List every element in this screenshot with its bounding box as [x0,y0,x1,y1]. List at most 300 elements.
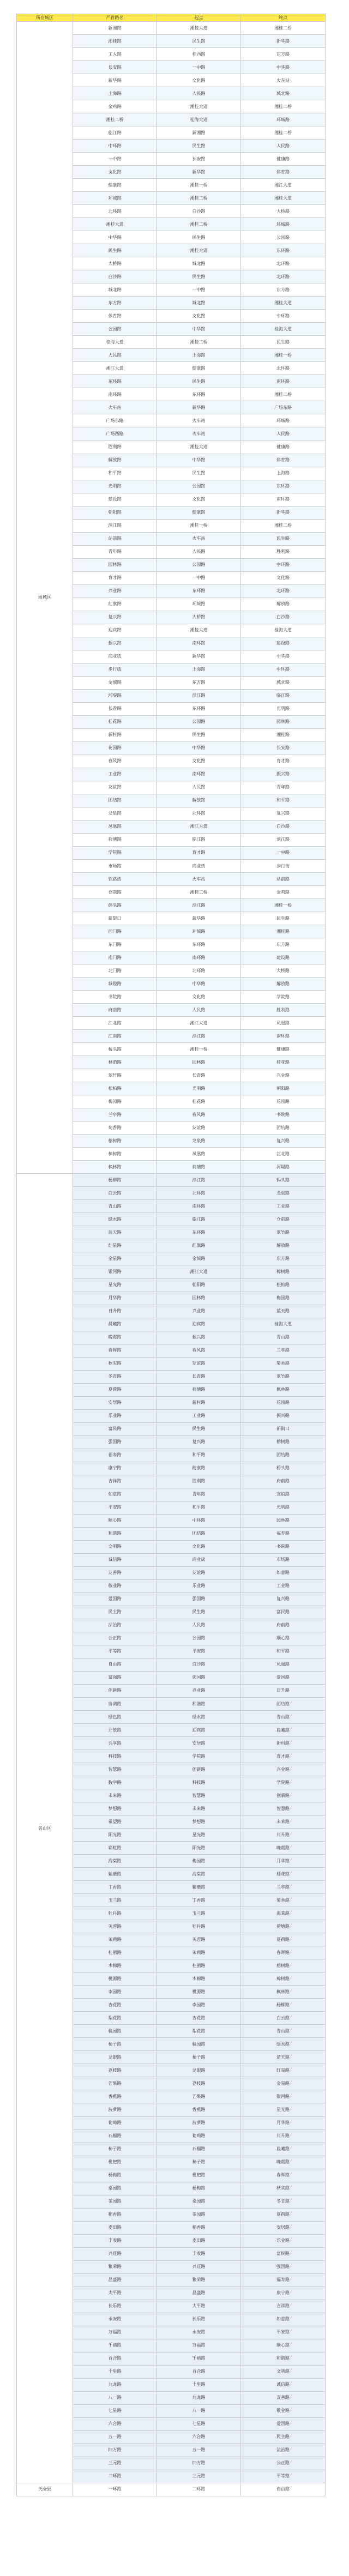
start-point-cell: 友谊路 [157,1357,241,1370]
end-point-cell: 日升路 [241,1684,326,1697]
end-point-cell: 湘桂一桥 [241,899,326,912]
end-point-cell: 康宁路 [241,2287,326,2300]
end-point-cell: 书院路 [241,1540,326,1553]
end-point-cell: 城北路 [241,676,326,689]
road-name-cell: 桃源路 [73,1972,157,1986]
end-point-cell: 绿水路 [241,2038,326,2051]
road-name-cell: 吉祥路 [73,1475,157,1488]
road-name-cell: 金星路 [73,1252,157,1265]
start-point-cell: 团结路 [157,1527,241,1540]
end-point-cell: 秋实路 [241,2182,326,2195]
end-point-cell: 大桥路 [241,205,326,218]
start-point-cell: 中环路 [157,1514,241,1527]
end-point-cell: 菊香路 [241,1357,326,1370]
end-point-cell: 桂海大道 [241,323,326,336]
road-name-cell: 万福路 [73,2326,157,2339]
start-point-cell: 临江路 [157,833,241,846]
end-point-cell: 海棠路 [241,1907,326,1920]
road-name-cell: 长青路 [73,702,157,715]
start-point-cell: 芙蓉路 [157,1933,241,1946]
end-point-cell: 火车站 [241,74,326,87]
start-point-cell: 文化路 [157,310,241,323]
end-point-cell: 东环路 [241,480,326,493]
end-point-cell: 夏荷路 [241,1933,326,1946]
road-name-cell: 茶园路 [73,2195,157,2208]
road-name-cell: 紫薇路 [73,1868,157,1881]
road-name-cell: 春风路 [73,755,157,768]
end-point-cell: 复兴路 [241,1592,326,1606]
road-name-cell: 科技路 [73,1750,157,1763]
road-name-cell: 樟树路 [73,1148,157,1161]
end-point-cell: 法治路 [241,2444,326,2457]
end-point-cell: 胜利路 [241,1004,326,1017]
road-name-cell: 广场东路 [73,414,157,427]
end-point-cell: 南环路 [241,493,326,506]
end-point-cell: 上海路 [241,467,326,480]
end-point-cell: 晨曦路 [241,2143,326,2156]
start-point-cell: 临江路 [157,1213,241,1226]
road-name-cell: 龙泉路 [73,807,157,820]
start-point-cell: 三元路 [157,2470,241,2483]
start-point-cell: 桑园路 [157,2195,241,2208]
end-point-cell: 新村路 [241,1737,326,1750]
road-name-cell: 平等路 [73,1645,157,1658]
start-point-cell: 友谊路 [157,1121,241,1135]
start-point-cell: 湘桂大道 [157,441,241,454]
start-point-cell: 新华路 [157,650,241,663]
road-name-cell: 迎宾路 [73,624,157,637]
road-name-cell: 西门路 [73,925,157,938]
start-point-cell: 新村路 [157,1396,241,1409]
road-name-cell: 芙蓉路 [73,1920,157,1933]
start-point-cell: 智慧路 [157,1789,241,1802]
end-point-cell: 东方路 [241,1252,326,1265]
road-name-cell: 南环路 [73,388,157,401]
end-point-cell: 河堤路 [241,1161,326,1174]
start-point-cell: 七星路 [157,2417,241,2430]
start-point-cell: 乐业路 [157,1579,241,1592]
start-point-cell: 文化路 [157,74,241,87]
road-name-cell: 东方路 [73,297,157,310]
start-point-cell: 振兴路 [157,1331,241,1344]
start-point-cell: 民生路 [157,375,241,388]
start-point-cell: 兴业路 [157,1305,241,1318]
road-name-cell: 梨花路 [73,2012,157,2025]
road-name-cell: 临江路 [73,126,157,140]
end-point-cell: 学院路 [241,1776,326,1789]
end-point-cell: 银河路 [241,2090,326,2103]
end-point-cell: 青年路 [241,781,326,794]
road-name-cell: 和平路 [73,467,157,480]
end-point-cell: 育才路 [241,755,326,768]
start-point-cell: 东环路 [157,702,241,715]
start-point-cell: 百合路 [157,2365,241,2378]
road-name-cell: 民主路 [73,1606,157,1619]
road-name-cell: 绿色路 [73,1711,157,1724]
end-point-cell: 湘桂一桥 [241,349,326,362]
start-point-cell: 木棉路 [157,1972,241,1986]
start-point-cell: 火车站 [157,873,241,886]
road-name-cell: 牡丹路 [73,1907,157,1920]
road-name-cell: 协调路 [73,1698,157,1711]
start-point-cell: 新华路 [157,401,241,414]
end-point-cell: 杨柳路 [241,1999,326,2012]
road-name-cell: 站前路 [73,532,157,545]
road-name-cell: 体育路 [73,310,157,323]
road-name-cell: 仓前路 [73,886,157,899]
road-name-cell: 柿子路 [73,2143,157,2156]
start-point-cell: 湘桂一桥 [157,179,241,192]
start-point-cell: 新华路 [157,166,241,179]
road-name-cell: 工业路 [73,768,157,781]
end-point-cell: 胜利路 [241,545,326,558]
start-point-cell: 火车站 [157,414,241,427]
end-point-cell: 星光路 [241,2103,326,2116]
start-point-cell: 民生路 [157,467,241,480]
end-point-cell: 人民路 [241,427,326,441]
road-name-cell: 广场西路 [73,427,157,441]
road-name-cell: 城北路 [73,283,157,297]
end-point-cell: 复兴路 [241,807,326,820]
end-point-cell: 仓前路 [241,1213,326,1226]
end-point-cell: 春晖路 [241,1946,326,1959]
end-point-cell: 步行街 [241,860,326,873]
start-point-cell: 昌盛路 [157,2287,241,2300]
road-name-cell: 香蕉路 [73,2090,157,2103]
road-name-cell: 未来路 [73,1789,157,1802]
road-name-cell: 玉兰路 [73,1894,157,1907]
table-row [17,22,326,35]
road-name-cell: 新华路 [73,74,157,87]
end-point-cell: 晨曦路 [241,1724,326,1737]
end-point-cell: 解放路 [241,1239,326,1252]
road-name-cell: 育才路 [73,571,157,584]
table-row [17,2483,326,2496]
road-name-cell: 团结路 [73,794,157,807]
start-point-cell: 梅园路 [157,1855,241,1868]
road-name-cell: 富强路 [73,1671,157,1684]
end-point-cell: 一中路 [241,846,326,859]
end-point-cell: 建设路 [241,951,326,964]
road-name-cell: 银河路 [73,1265,157,1278]
start-point-cell: 菠萝路 [157,2116,241,2129]
end-point-cell: 临江路 [241,689,326,702]
start-point-cell: 湘桂大道 [157,244,241,257]
road-name-cell: 松柏路 [73,1082,157,1095]
start-point-cell: 新湘路 [157,126,241,140]
end-point-cell: 顺心路 [241,1632,326,1645]
road-name-cell: 中华路 [73,231,157,244]
end-point-cell: 友善路 [241,2391,326,2404]
end-point-cell: 朝阳路 [241,1082,326,1095]
end-point-cell: 敬业路 [241,2404,326,2417]
end-point-cell: 和平路 [241,1645,326,1658]
road-name-cell: 新村路 [73,728,157,741]
road-name-cell: 人民路 [73,349,157,362]
road-name-cell: 木棉路 [73,1959,157,1972]
end-point-cell: 园林路 [241,715,326,728]
road-name-cell: 海棠路 [73,1855,157,1868]
road-name-cell: 南门路 [73,951,157,964]
start-point-cell: 金城路 [157,1252,241,1265]
road-name-cell: 夏荷路 [73,1383,157,1396]
end-point-cell: 环城路 [241,113,326,126]
end-point-cell: 复兴路 [241,1135,326,1148]
road-name-cell: 兴业路 [73,584,157,598]
start-point-cell: 民生路 [157,1606,241,1619]
end-point-cell: 诚信路 [241,2378,326,2391]
start-point-cell: 桂海大道 [157,113,241,126]
start-point-cell: 滨江路 [157,689,241,702]
start-point-cell: 青年路 [157,1488,241,1501]
end-point-cell: 湘桂大道 [241,297,326,310]
end-point-cell: 冬青路 [241,2195,326,2208]
end-point-cell: 桂花路 [241,1868,326,1881]
end-point-cell: 北环路 [241,362,326,375]
start-point-cell: 八一路 [157,2404,241,2417]
road-name-cell: 九龙路 [73,2378,157,2391]
road-name-cell: 上海路 [73,87,157,100]
start-point-cell: 中华路 [157,978,241,991]
end-point-cell: 枫林路 [241,1986,326,1999]
end-point-cell: 吉祥路 [241,2300,326,2313]
road-name-cell: 葡萄路 [73,2116,157,2129]
start-point-cell: 湘桂大道 [157,624,241,637]
start-point-cell: 柿子路 [157,2156,241,2169]
end-point-cell: 解放路 [241,598,326,611]
road-name-cell: 乐业路 [73,1409,157,1422]
start-point-cell: 东方路 [157,676,241,689]
start-point-cell: 杜鹃路 [157,1959,241,1972]
road-name-cell: 十里路 [73,2365,157,2378]
end-point-cell: 蓝天路 [241,1305,326,1318]
start-point-cell: 北环路 [157,1187,241,1200]
start-point-cell: 工业路 [157,1409,241,1422]
road-name-cell: 茉莉路 [73,1933,157,1946]
end-point-cell: 花园路 [241,1095,326,1108]
start-point-cell: 石榴路 [157,2143,241,2156]
start-point-cell: 二环路 [157,2483,241,2496]
start-point-cell: 火车站 [157,427,241,441]
start-point-cell: 学院路 [157,1750,241,1763]
end-point-cell: 花园路 [241,1396,326,1409]
start-point-cell: 南环路 [157,951,241,964]
road-name-cell: 橘园路 [73,2025,157,2038]
road-name-cell: 枇杷路 [73,2156,157,2169]
start-point-cell: 民生路 [157,270,241,283]
start-point-cell: 芒果路 [157,2090,241,2103]
start-point-cell: 茶园路 [157,2208,241,2221]
end-point-cell: 育才路 [241,1750,326,1763]
end-point-cell: 环城路 [241,414,326,427]
road-name-cell: 环城路 [73,192,157,205]
road-name-cell: 府前路 [73,1004,157,1017]
end-point-cell: 建设路 [241,637,326,650]
end-point-cell: 湘桂二桥 [241,22,326,35]
start-point-cell: 长青路 [157,1069,241,1082]
road-name-cell: 秋实路 [73,1357,157,1370]
start-point-cell: 迎宾路 [157,1318,241,1331]
end-point-cell: 中环路 [241,310,326,323]
end-point-cell: 团结路 [241,1121,326,1135]
start-point-cell: 九龙路 [157,2391,241,2404]
road-name-cell: 民生路 [73,244,157,257]
road-name-cell: 光明路 [73,480,157,493]
road-name-cell: 白沙路 [73,270,157,283]
road-name-cell: 星光路 [73,1278,157,1292]
end-point-cell: 南环路 [241,1030,326,1043]
end-point-cell: 白云路 [241,2012,326,2025]
end-point-cell: 光明路 [241,702,326,715]
start-point-cell: 荷塘路 [157,1383,241,1396]
district-cell: 雨城区 [17,22,73,1174]
end-point-cell: 富民路 [241,2247,326,2260]
end-point-cell: 自由路 [241,2483,326,2496]
end-point-cell: 强国路 [241,2260,326,2273]
start-point-cell: 上海路 [157,663,241,676]
end-point-cell: 湘桂二桥 [241,519,326,532]
end-point-cell: 团结路 [241,1449,326,1462]
end-point-cell: 金星路 [241,2077,326,2090]
end-point-cell: 樟树路 [241,1972,326,1986]
end-point-cell: 团结路 [241,1698,326,1711]
start-point-cell: 南环路 [157,768,241,781]
start-point-cell: 兴旺路 [157,2260,241,2273]
road-name-cell: 滨江路 [73,519,157,532]
start-point-cell: 紫薇路 [157,1881,241,1894]
road-name-cell: 绿水路 [73,1213,157,1226]
end-point-cell: 长安路 [241,741,326,755]
start-point-cell: 桂花路 [157,1095,241,1108]
end-point-cell: 东方路 [241,938,326,951]
road-name-cell: 桥头路 [73,1043,157,1056]
end-point-cell: 兰亭路 [241,1344,326,1357]
start-point-cell: 解放路 [157,794,241,807]
end-point-cell: 智慧路 [241,1802,326,1815]
road-name-cell: 湘桂大道 [73,218,157,231]
end-point-cell: 枫林路 [241,1383,326,1396]
end-point-cell: 新街口 [241,1422,326,1435]
start-point-cell: 一中路 [157,283,241,297]
start-point-cell: 一中路 [157,571,241,584]
end-point-cell: 站前路 [241,873,326,886]
start-point-cell: 荔枝路 [157,2077,241,2090]
road-name-cell: 杜鹃路 [73,1946,157,1959]
end-point-cell: 湘江大道 [241,179,326,192]
road-name-cell: 丰收路 [73,2234,157,2247]
end-point-cell: 富民路 [241,1606,326,1619]
end-point-cell: 翠竹路 [241,1226,326,1239]
start-point-cell: 健康路 [157,506,241,519]
start-point-cell: 白沙路 [157,1658,241,1671]
road-name-cell: 金城路 [73,676,157,689]
end-point-cell: 平等路 [241,2470,326,2483]
start-point-cell: 长乐路 [157,2313,241,2326]
road-name-cell: 阳光路 [73,1829,157,1842]
start-point-cell: 滨江路 [157,1174,241,1187]
end-point-cell: 桥头路 [241,1462,326,1475]
end-point-cell: 桂花路 [241,1056,326,1069]
end-point-cell: 创新路 [241,1789,326,1802]
road-name-cell: 智慧路 [73,1763,157,1776]
road-name-cell: 桂花路 [73,715,157,728]
road-name-cell: 李园路 [73,1986,157,1999]
road-name-cell: 金鸡路 [73,100,157,113]
end-point-cell: 解放路 [241,978,326,991]
start-point-cell: 和谐路 [157,1698,241,1711]
start-point-cell: 东环路 [157,938,241,951]
start-point-cell: 科技路 [157,1776,241,1789]
end-point-cell: 晚霞路 [241,2156,326,2169]
start-point-cell: 六合路 [157,2430,241,2444]
end-point-cell: 公园路 [241,231,326,244]
road-name-cell: 复兴路 [73,611,157,624]
start-point-cell: 十里路 [157,2378,241,2391]
start-point-cell: 牡丹路 [157,1920,241,1933]
end-point-cell: 和谐路 [241,2352,326,2365]
road-name-cell: 安居路 [73,1396,157,1409]
end-point-cell: 日升路 [241,1829,326,1842]
end-point-cell: 体育路 [241,166,326,179]
road-name-cell: 东环路 [73,375,157,388]
start-point-cell: 公园路 [157,480,241,493]
end-point-cell: 码头路 [241,1174,326,1187]
road-name-cell: 红旗路 [73,598,157,611]
end-point-cell: 民生路 [241,912,326,925]
road-name-cell: 梅园路 [73,1095,157,1108]
end-point-cell: 健康路 [241,441,326,454]
road-name-cell: 林荫路 [73,1056,157,1069]
start-point-cell: 杏花路 [157,2012,241,2025]
start-point-cell: 大桥路 [157,611,241,624]
end-point-cell: 湘桂二桥 [241,100,326,113]
road-name-cell: 三元路 [73,2457,157,2470]
end-point-cell: 湘桂路 [241,925,326,938]
start-point-cell: 城北路 [157,257,241,270]
road-name-cell: 步行街 [73,663,157,676]
road-name-cell: 枫林路 [73,1161,157,1174]
road-name-cell: 湘桂路 [73,35,157,48]
road-name-cell: 振兴路 [73,637,157,650]
start-point-cell: 千禧路 [157,2352,241,2365]
start-point-cell: 龙眼路 [157,2064,241,2077]
start-point-cell: 海棠路 [157,1868,241,1881]
road-name-cell: 稻香路 [73,2208,157,2221]
end-point-cell: 东方路 [241,283,326,297]
start-point-cell: 园林路 [157,1292,241,1305]
start-point-cell: 强国路 [157,1671,241,1684]
road-name-cell: 江南路 [73,1030,157,1043]
start-point-cell: 麦田路 [157,2234,241,2247]
start-point-cell: 玉兰路 [157,1907,241,1920]
end-point-cell: 春晖路 [241,2169,326,2182]
end-point-cell: 湘桂二桥 [241,126,326,140]
road-name-cell: 和谐路 [73,1527,157,1540]
road-name-cell: 青山路 [73,1200,157,1213]
end-point-cell: 兴业路 [241,1069,326,1082]
end-point-cell: 金鸡路 [241,886,326,899]
road-name-cell: 菊香路 [73,1121,157,1135]
start-point-cell: 五一路 [157,2444,241,2457]
end-point-cell: 桂海大道 [241,624,326,637]
end-point-cell: 滨江路 [241,833,326,846]
road-name-cell: 自由路 [73,1658,157,1671]
start-point-cell: 光明路 [157,1082,241,1095]
end-point-cell: 乐业路 [241,2234,326,2247]
start-point-cell: 春风路 [157,1344,241,1357]
road-name-cell: 江北路 [73,1017,157,1030]
start-point-cell: 东环路 [157,584,241,598]
